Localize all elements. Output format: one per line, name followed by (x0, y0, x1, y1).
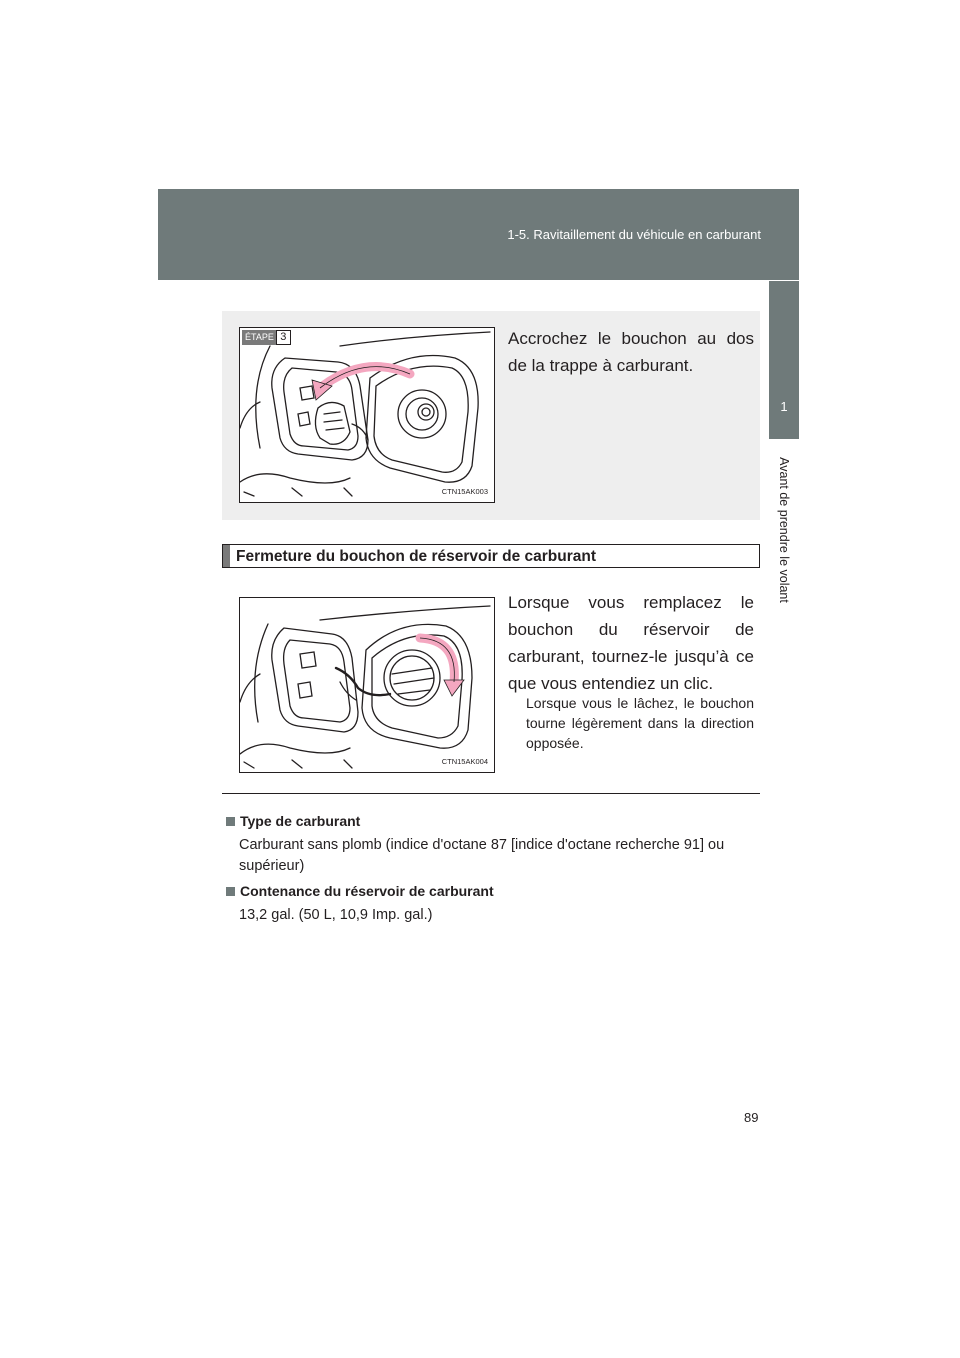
rotate-arrow-icon (320, 367, 410, 388)
step-badge-word: ÉTAPE (242, 330, 277, 345)
section-heading-text: Fermeture du bouchon de réservoir de carburant (236, 548, 597, 565)
figure-code: CTN15AK004 (441, 757, 488, 766)
divider (222, 793, 760, 794)
page-number: 89 (744, 1110, 759, 1125)
chapter-title: Avant de prendre le volant (777, 457, 791, 603)
chapter-tab (769, 281, 799, 439)
heading-accent (223, 545, 230, 567)
section-heading (222, 544, 760, 568)
note-body: Carburant sans plomb (indice d'octane 87 [indice d'octane recherche 91] ou supérieur) (239, 837, 725, 874)
fuel-door-drawing (240, 328, 494, 502)
closing-text: Lorsque vous remplacez le bouchon du réservoir de carburant, tournez-le jusqu’à ce que vous entendiez un clic. (508, 593, 754, 693)
step-3-text: Accrochez le bouchon au dos de la trappe à carburant. (508, 329, 754, 375)
step-badge (242, 330, 291, 345)
section-title: 1-5. Ravitaillement du véhicule en carburant (507, 227, 761, 242)
fuel-cap-drawing (240, 598, 494, 772)
note-body: 13,2 gal. (50 L, 10,9 Imp. gal.) (239, 907, 433, 923)
step-3-box (222, 311, 760, 520)
closing-note: Lorsque vous le lâchez, le bouchon tourne légèrement dans la direction opposée. (526, 695, 754, 751)
figure-code: CTN15AK003 (441, 487, 488, 496)
step-badge-number: 3 (276, 330, 291, 345)
bullet-square-icon (226, 817, 235, 826)
note-title: Type de carburant (240, 813, 361, 829)
chapter-number: 1 (780, 399, 788, 414)
note-heading-fuel-type (226, 813, 360, 829)
fuel-door-illustration-step3 (239, 327, 495, 503)
header-band (158, 189, 799, 280)
bullet-square-icon (226, 887, 235, 896)
note-title: Contenance du réservoir de carburant (240, 883, 494, 899)
note-heading-tank-capacity (226, 883, 494, 899)
fuel-cap-closing-illustration (239, 597, 495, 773)
